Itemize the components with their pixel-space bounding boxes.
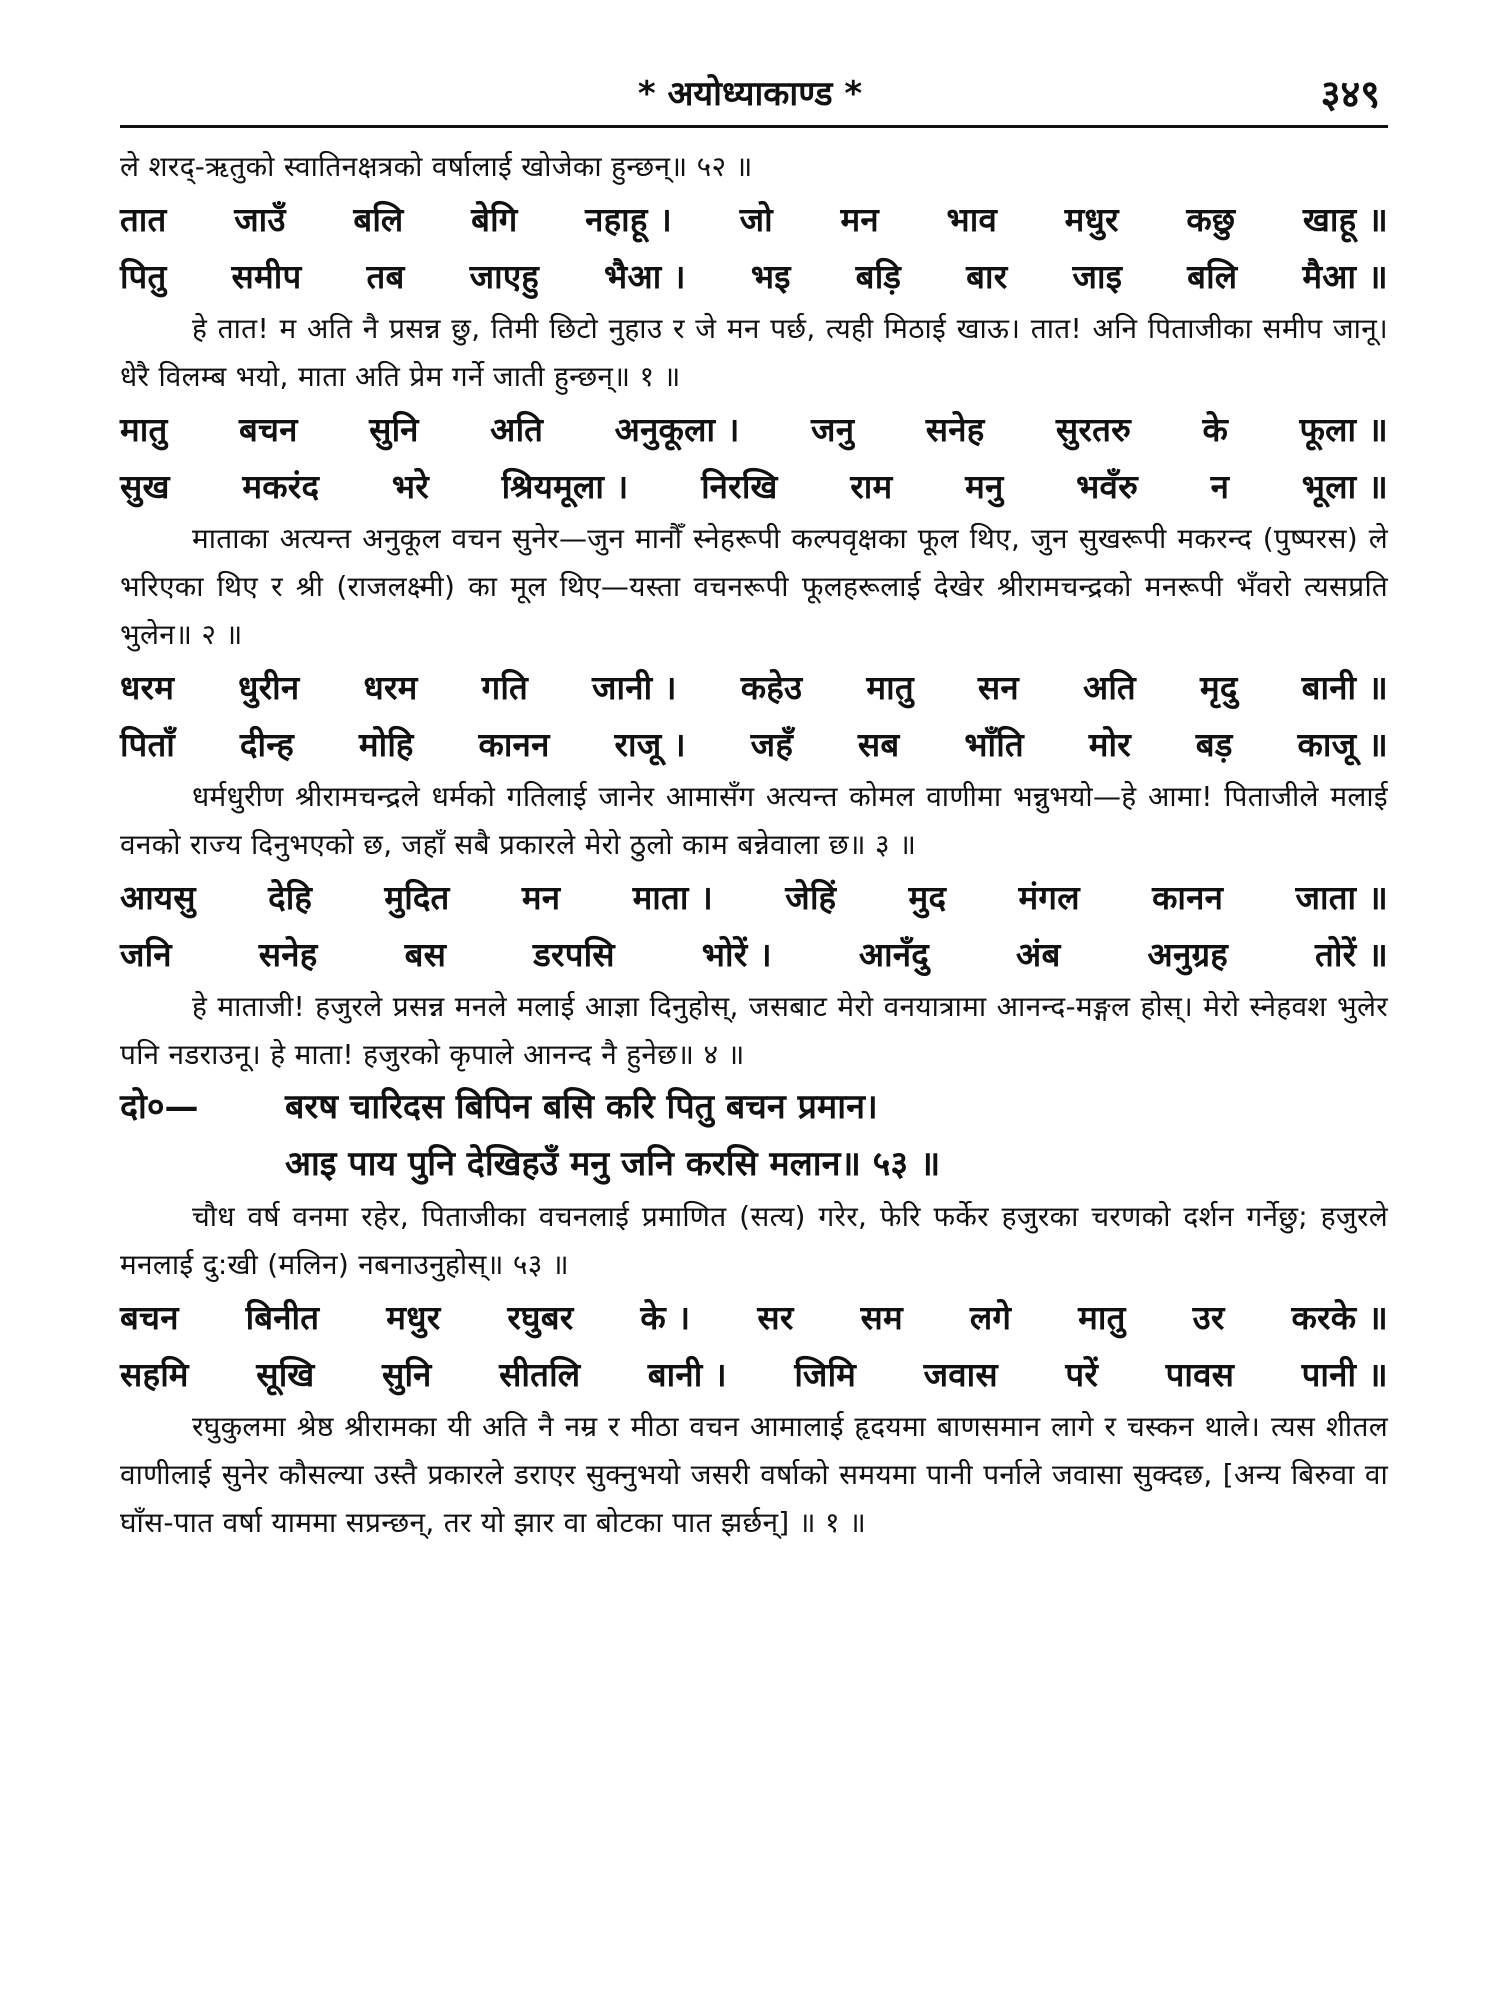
verse-word: रघुबर: [507, 1298, 574, 1337]
verse-word: के ।: [640, 1298, 691, 1337]
verse-word: बड़ि: [855, 257, 902, 296]
verse-word: सहमि: [120, 1355, 189, 1394]
verse-word: मधुर: [386, 1298, 441, 1337]
verse-word: धरम: [120, 668, 175, 707]
verse-word: जवास: [923, 1355, 998, 1394]
verse-line: [120, 1289, 1388, 1346]
verse-word: जनु: [811, 410, 855, 449]
verse-word: बलि: [1187, 257, 1238, 296]
verse-word: भैआ ।: [604, 257, 686, 296]
verse-word: बस: [404, 935, 447, 974]
page-header: [120, 68, 1380, 128]
verse-word: बानी ॥: [1301, 668, 1388, 707]
verse-word: सीतलि: [499, 1355, 581, 1394]
prose-paragraph: धर्मधुरीण श्रीरामचन्द्रले धर्मको गतिलाई जानेर आमासँग अत्यन्त कोमल वाणीमा भन्नुभयो—हे आमा! पिताजीले मलाई वनको राज्य दिनुभएको छ, जहाँ सबै प्रकारले मेरो ठुलो काम बन्नेवाला छ॥ ३ ॥: [120, 780, 1388, 861]
verse-word: नहाहू ।: [585, 200, 672, 239]
verse-word: न: [1210, 467, 1230, 506]
verse-word: सुनि: [382, 1355, 432, 1394]
verse-word: मकरंद: [242, 467, 320, 506]
verse-word: धरम: [363, 668, 418, 707]
verse-word: सनेह: [925, 410, 985, 449]
verse-word: माता ।: [632, 878, 714, 917]
verse-chaupai: [120, 1289, 1388, 1403]
prose-paragraph: ले शरद्-ऋतुको स्वातिनक्षत्रको वर्षालाई खोजेका हुन्छन्॥ ५२ ॥: [120, 150, 753, 183]
verse-word: बचन: [238, 410, 298, 449]
verse-line: [120, 1346, 1388, 1403]
verse-word: जेहिं: [785, 878, 837, 917]
verse-chaupai: [120, 659, 1388, 773]
verse-word: कछु: [1186, 200, 1236, 239]
verse-word: कानन: [1152, 878, 1224, 917]
verse-word: आनँदु: [858, 935, 929, 974]
verse-word: बड़: [1195, 725, 1233, 764]
verse-word: निरखि: [701, 467, 778, 506]
verse-line: [120, 401, 1388, 458]
verse-word: डरपसि: [533, 935, 615, 974]
verse-word: कानन: [478, 725, 550, 764]
doha-line: आइ पाय पुनि देखिहउँ मनु जनि करसि मलान॥ ५३ ॥: [285, 1144, 941, 1184]
verse-word: अनुग्रह: [1147, 935, 1228, 974]
verse-word: खाहू ॥: [1302, 200, 1388, 239]
doha-label: दो०—: [120, 1087, 199, 1127]
verse-word: राम: [850, 467, 893, 506]
verse-word: भाँति: [964, 725, 1024, 764]
doha-line: [120, 1079, 1388, 1136]
verse-word: जिमि: [794, 1355, 857, 1394]
verse-word: सब: [857, 725, 900, 764]
verse-word: सूखि: [256, 1355, 315, 1394]
verse-word: सन: [977, 668, 1019, 707]
prose-paragraph: हे तात! म अति नै प्रसन्न छु, तिमी छिटो नुहाउ र जे मन पर्छ, त्यही मिठाई खाऊ। तात! अनि पिताजीका समीप जानू। धेरै विलम्ब भयो, माता अति प्रेम गर्ने जाती हुन्छन्॥ १ ॥: [120, 312, 1388, 393]
verse-word: मातु: [120, 410, 168, 449]
verse-word: तात: [120, 200, 167, 239]
verse-word: मंगल: [1018, 878, 1080, 917]
verse-word: बिनीत: [245, 1298, 320, 1337]
verse-word: जाउँ: [234, 200, 286, 239]
verse-word: मनु: [965, 467, 1004, 506]
verse-word: सनेह: [258, 935, 318, 974]
doha-text: बरष चारिदस बिपिन बसि करि पितु बचन प्रमान।: [285, 1087, 878, 1127]
verse-word: अनुकूला ।: [614, 410, 740, 449]
verse-word: मैआ ॥: [1302, 257, 1388, 296]
verse-word: के: [1202, 410, 1229, 449]
verse-word: जाता ॥: [1295, 878, 1388, 917]
verse-word: जो: [739, 200, 773, 239]
verse-word: पानी ॥: [1301, 1355, 1388, 1394]
verse-word: परें: [1065, 1355, 1099, 1394]
verse-word: राजू ।: [614, 725, 686, 764]
verse-word: आयसु: [120, 878, 196, 917]
verse-word: मुदित: [384, 878, 450, 917]
verse-word: बार: [966, 257, 1008, 296]
verse-word: फूला ॥: [1299, 410, 1388, 449]
verse-word: मन: [840, 200, 879, 239]
verse-word: सर: [757, 1298, 794, 1337]
verse-chaupai: [120, 869, 1388, 983]
verse-word: अंब: [1016, 935, 1061, 974]
running-title: * अयोध्याकाण्ड *: [637, 74, 863, 114]
verse-word: भूला ॥: [1301, 467, 1388, 506]
verse-line: [120, 659, 1388, 716]
verse-word: मुद: [908, 878, 947, 917]
verse-word: मातु: [1078, 1298, 1126, 1337]
verse-word: सम: [860, 1298, 903, 1337]
verse-word: कहेउ: [740, 668, 803, 707]
verse-word: काजू ॥: [1297, 725, 1388, 764]
verse-word: मृदु: [1199, 668, 1238, 707]
verse-word: गति: [481, 668, 528, 707]
verse-word: अति: [490, 410, 544, 449]
prose-paragraph: चौध वर्ष वनमा रहेर, पिताजीका वचनलाई प्रमाणित (सत्य) गरेर, फेरि फर्केर हजुरका चरणको दर्शन गर्नेछु; हजुरले मनलाई दु:खी (मलिन) नबनाउनुहोस्॥ ५३ ॥: [120, 1200, 1388, 1281]
verse-word: मधुर: [1064, 200, 1119, 239]
verse-word: भाव: [946, 200, 998, 239]
verse-word: अति: [1082, 668, 1136, 707]
verse-word: उर: [1192, 1298, 1225, 1337]
verse-line: [120, 248, 1388, 305]
verse-word: जाएहु: [469, 257, 540, 296]
verse-line: [120, 716, 1388, 773]
verse-word: जनि: [120, 935, 172, 974]
verse-word: पिताँ: [120, 725, 176, 764]
verse-word: बेगि: [471, 200, 518, 239]
verse-word: भइ: [750, 257, 791, 296]
verse-word: सुख: [120, 467, 170, 506]
prose-paragraph: माताका अत्यन्त अनुकूल वचन सुनेर—जुन मानौँ स्नेहरूपी कल्पवृक्षका फूल थिए, जुन सुखरूपी मकरन्द (पुष्परस) ले भरिएका थिए र श्री (राजलक्ष्मी) का मूल थिए—यस्ता वचनरूपी फूलहरूलाई देखेर श्रीरामचन्द्रको मनरूपी भँवरो त्यसप्रति भुलेन॥ २ ॥: [120, 522, 1388, 651]
verse-word: श्रियमूला ।: [501, 467, 629, 506]
verse-word: सुरतरु: [1055, 410, 1132, 449]
prose-paragraph: हे माताजी! हजुरले प्रसन्न मनले मलाई आज्ञा दिनुहोस्, जसबाट मेरो वनयात्रामा आनन्द-मङ्गल होस्। मेरो स्नेहवश भुलेर पनि नडराउनू। हे माता! हजुरको कृपाले आनन्द नै हुनेछ॥ ४ ॥: [120, 990, 1388, 1071]
verse-word: जानी ।: [592, 668, 677, 707]
verse-word: धुरीन: [238, 668, 300, 707]
verse-word: सुनि: [369, 410, 419, 449]
verse-word: बानी ।: [647, 1355, 727, 1394]
verse-chaupai: [120, 401, 1388, 515]
verse-word: भवँरु: [1076, 467, 1139, 506]
header-rule: [120, 125, 1388, 128]
page-content: [120, 143, 1388, 1547]
verse-line: [120, 458, 1388, 515]
verse-word: मन: [521, 878, 561, 917]
verse-word: भोरें ।: [701, 935, 772, 974]
verse-word: मोहि: [358, 725, 414, 764]
verse-word: लगे: [969, 1298, 1012, 1337]
verse-line: [120, 926, 1388, 983]
verse-word: समीप: [231, 257, 302, 296]
verse-chaupai: [120, 191, 1388, 305]
page-number: ३४९: [1320, 72, 1380, 116]
verse-word: दीन्ह: [239, 725, 294, 764]
verse-word: जहँ: [750, 725, 794, 764]
verse-word: देहि: [268, 878, 313, 917]
verse-word: मोर: [1088, 725, 1131, 764]
verse-word: भरे: [391, 467, 429, 506]
verse-word: बचन: [120, 1298, 179, 1337]
verse-word: तब: [366, 257, 405, 296]
doha-verse: [120, 1079, 1388, 1193]
verse-word: पावस: [1165, 1355, 1235, 1394]
verse-word: तोरें ॥: [1315, 935, 1388, 974]
verse-word: जाइ: [1072, 257, 1123, 296]
verse-word: बलि: [353, 200, 404, 239]
verse-line: [120, 191, 1388, 248]
verse-line: [120, 869, 1388, 926]
verse-word: पितु: [120, 257, 167, 296]
verse-word: करके ॥: [1291, 1298, 1388, 1337]
prose-paragraph: रघुकुलमा श्रेष्ठ श्रीरामका यी अति नै नम्र र मीठा वचन आमालाई हृदयमा बाणसमान लागे र चस्कन थाले। त्यस शीतल वाणीलाई सुनेर कौसल्या उस्तै प्रकारले डराएर सुक्नुभयो जसरी वर्षाको समयमा पानी पर्नाले जवासा सुक्दछ, [अन्य बिरुवा वा घाँस-पात वर्षा याममा सप्रन्छन्, तर यो झार वा बोटका पात झर्छन्] ॥ १ ॥: [120, 1410, 1388, 1539]
verse-word: मातु: [866, 668, 914, 707]
